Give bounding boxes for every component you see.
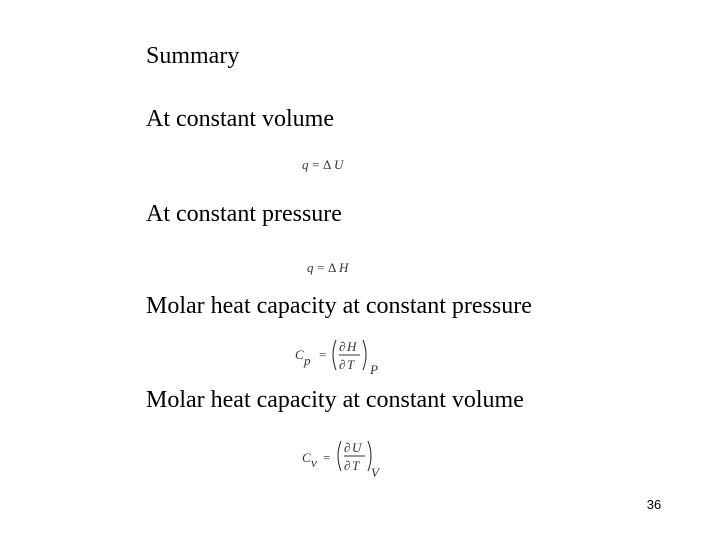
svg-text:∂: ∂ <box>339 339 346 354</box>
svg-text:Δ: Δ <box>328 260 337 275</box>
cv-equation <box>301 435 387 481</box>
svg-text:T: T <box>347 357 355 372</box>
constant-volume-label: At constant volume <box>146 106 334 132</box>
svg-text:v: v <box>311 455 317 470</box>
constant-pressure-label: At constant pressure <box>146 201 342 227</box>
svg-text:q: q <box>302 157 309 172</box>
constant-pressure-equation <box>306 255 366 279</box>
slide-title: Summary <box>146 43 240 69</box>
svg-text:∂: ∂ <box>339 357 346 372</box>
svg-text:∂: ∂ <box>344 458 351 473</box>
molar-heat-capacity-pressure-label: Molar heat capacity at constant pressure <box>146 293 532 319</box>
cp-equation <box>294 334 386 380</box>
page-number: 36 <box>646 497 662 512</box>
svg-text:=: = <box>319 347 327 362</box>
svg-text:H: H <box>339 260 349 275</box>
svg-text:P: P <box>370 362 378 377</box>
svg-text:∂: ∂ <box>344 440 351 455</box>
svg-text:T: T <box>352 458 360 473</box>
svg-text:=: = <box>323 450 331 465</box>
svg-text:=: = <box>317 260 325 275</box>
svg-text:q: q <box>307 260 314 275</box>
svg-text:U: U <box>352 440 362 455</box>
svg-text:V: V <box>371 465 379 480</box>
svg-text:H: H <box>347 339 357 354</box>
svg-text:=: = <box>312 157 320 172</box>
constant-volume-equation <box>301 152 361 176</box>
svg-text:C: C <box>295 347 304 362</box>
svg-text:U: U <box>334 157 344 172</box>
molar-heat-capacity-volume-label: Molar heat capacity at constant volume <box>146 387 524 413</box>
svg-text:Δ: Δ <box>323 157 332 172</box>
svg-text:C: C <box>302 450 311 465</box>
svg-text:p: p <box>304 353 311 368</box>
